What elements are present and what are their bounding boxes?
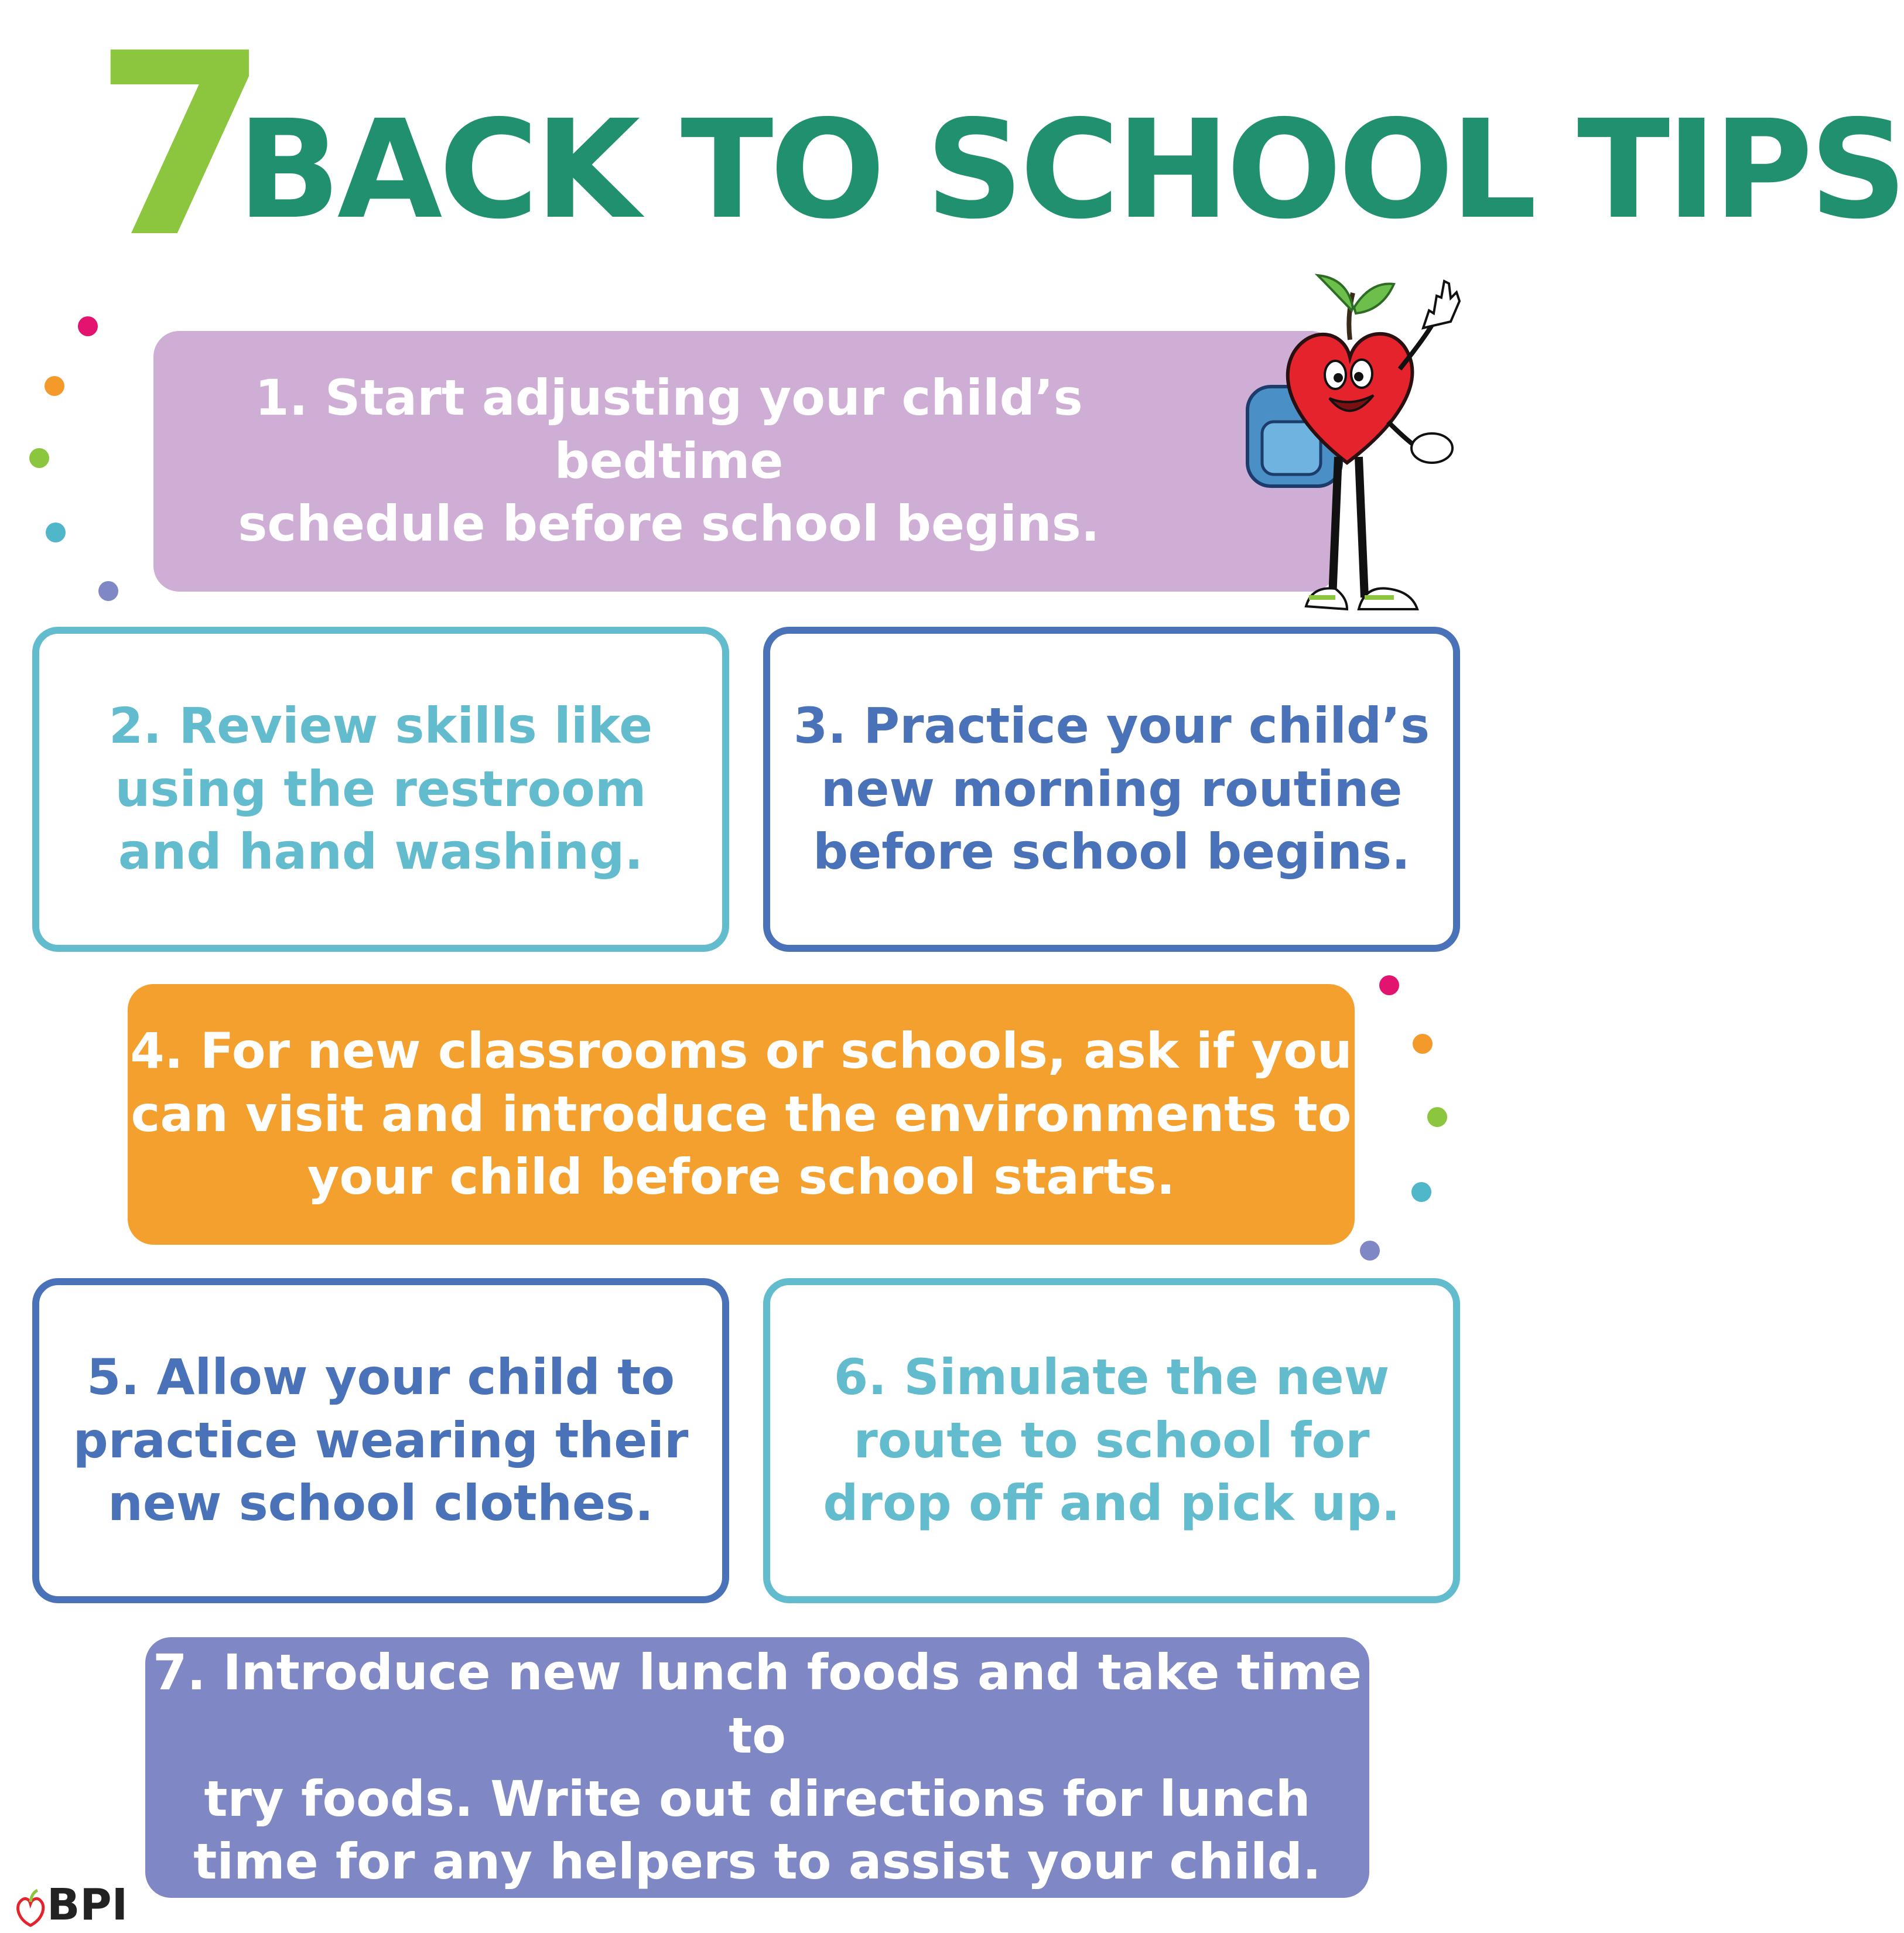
tip-2-text: 2. Review skills like using the restroom and hand washing. (108, 697, 653, 881)
decor-dot-teal (1411, 1182, 1431, 1202)
decor-dot-purple (1360, 1241, 1380, 1261)
tip-card-6 (763, 1278, 1460, 1603)
decor-dot-pink (78, 316, 98, 336)
decor-dot-green (1427, 1107, 1447, 1127)
decor-dot-purple (98, 581, 118, 601)
tip-6-text: 6. Simulate the new route to school for drop off and pick up. (823, 1348, 1400, 1532)
page-title: BACK TO SCHOOL TIPS (237, 91, 1904, 249)
decor-dot-pink (1379, 975, 1399, 995)
apple-logo-icon (13, 1887, 48, 1928)
decor-dot-orange (1413, 1034, 1433, 1054)
tip-3-text: 3. Practice your child’s new morning routine before school begins. (793, 697, 1430, 881)
tip-7-text: 7. Introduce new lunch foods and take time to try foods. Write out directions for lunch time for any helpers to assist your child. (152, 1644, 1362, 1891)
tip-card-5 (32, 1278, 729, 1603)
tip-1-text: 1. Start adjusting your child’s bedtime schedule before school begins. (238, 369, 1100, 553)
tip-card-4 (128, 984, 1355, 1245)
tip-4-text: 4. For new classrooms or schools, ask if you can visit and introduce the environments to your child before school starts. (130, 1022, 1352, 1206)
title-number: 7 (94, 0, 269, 293)
brand-logo-text: BPI (47, 1880, 128, 1930)
decor-dot-teal (46, 522, 66, 542)
decor-dot-green (29, 448, 49, 468)
tip-card-7 (145, 1637, 1369, 1898)
apple-heart-mascot (1230, 269, 1464, 633)
tip-card-1 (153, 331, 1336, 592)
tip-card-3 (763, 627, 1460, 952)
decor-dot-orange (45, 376, 64, 396)
tip-card-2 (32, 627, 729, 952)
tip-5-text: 5. Allow your child to practice wearing their new school clothes. (73, 1348, 689, 1532)
